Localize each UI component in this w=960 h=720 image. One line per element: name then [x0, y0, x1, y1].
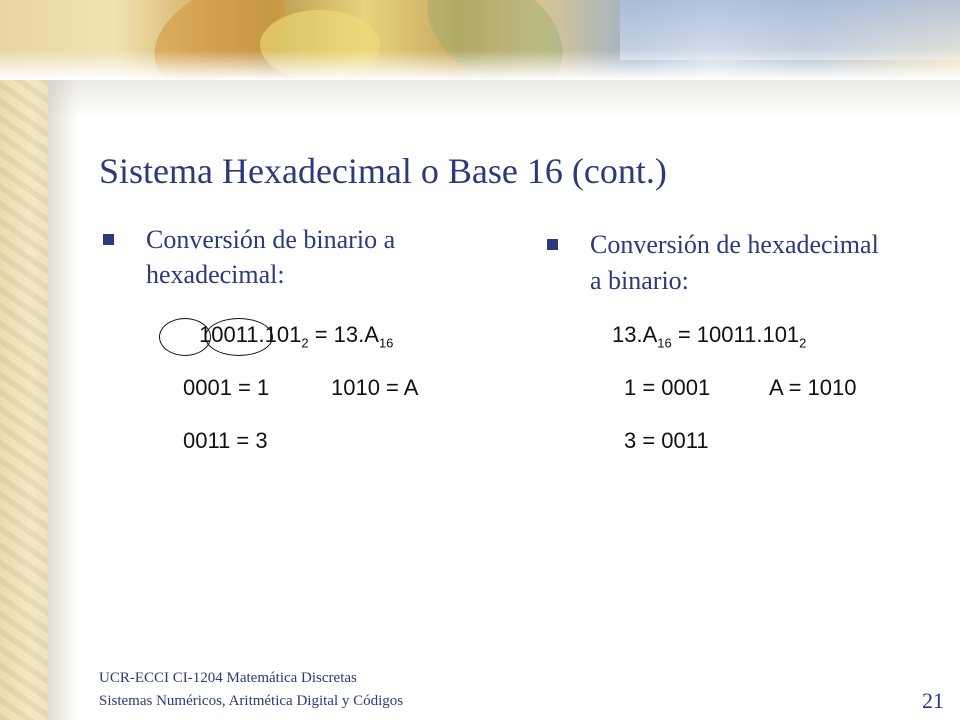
slide-title: Sistema Hexadecimal o Base 16 (cont.) [99, 151, 667, 191]
right-bullet-line2: a binario: [590, 266, 689, 295]
right-row1-a: 1 = 0001 [624, 375, 711, 400]
left-bullet-line2: hexadecimal: [146, 260, 285, 289]
base-subscript: 2 [301, 335, 309, 351]
top-decorative-banner [0, 0, 960, 80]
right-conversion-equation [612, 322, 806, 350]
left-conversion-equation [199, 322, 393, 350]
base-subscript: 16 [378, 335, 394, 351]
page-number: 21 [922, 688, 944, 713]
binary-number: 10011.101 [199, 322, 302, 347]
base-subscript: 16 [657, 335, 672, 351]
left-bullet-marker [103, 234, 114, 245]
right-row2-a: 3 = 0011 [624, 428, 709, 453]
footer-topic-line: Sistemas Numéricos, Aritmética Digital y Códigos [99, 693, 404, 709]
left-shadow [48, 80, 78, 720]
footer-course-line: UCR-ECCI CI-1204 Matemática Discretas [99, 670, 357, 686]
left-bullet-line1: Conversión de binario a [146, 225, 396, 254]
hex-number: 13.A [612, 322, 658, 347]
right-bullet-marker [547, 239, 558, 250]
banner-fade [0, 50, 960, 80]
right-bullet-line1: Conversión de hexadecimal [590, 230, 879, 259]
left-row2-a: 0011 = 3 [183, 428, 268, 453]
right-row1-b: A = 1010 [769, 375, 857, 400]
binary-number: = 10011.101 [671, 322, 800, 347]
base-subscript: 2 [799, 335, 807, 351]
left-decorative-strip [0, 0, 48, 720]
left-row1-b: 1010 = A [331, 375, 419, 400]
hex-number: = 13.A [308, 322, 379, 347]
left-row1-a: 0001 = 1 [183, 375, 270, 400]
banner-shadow [48, 80, 960, 120]
